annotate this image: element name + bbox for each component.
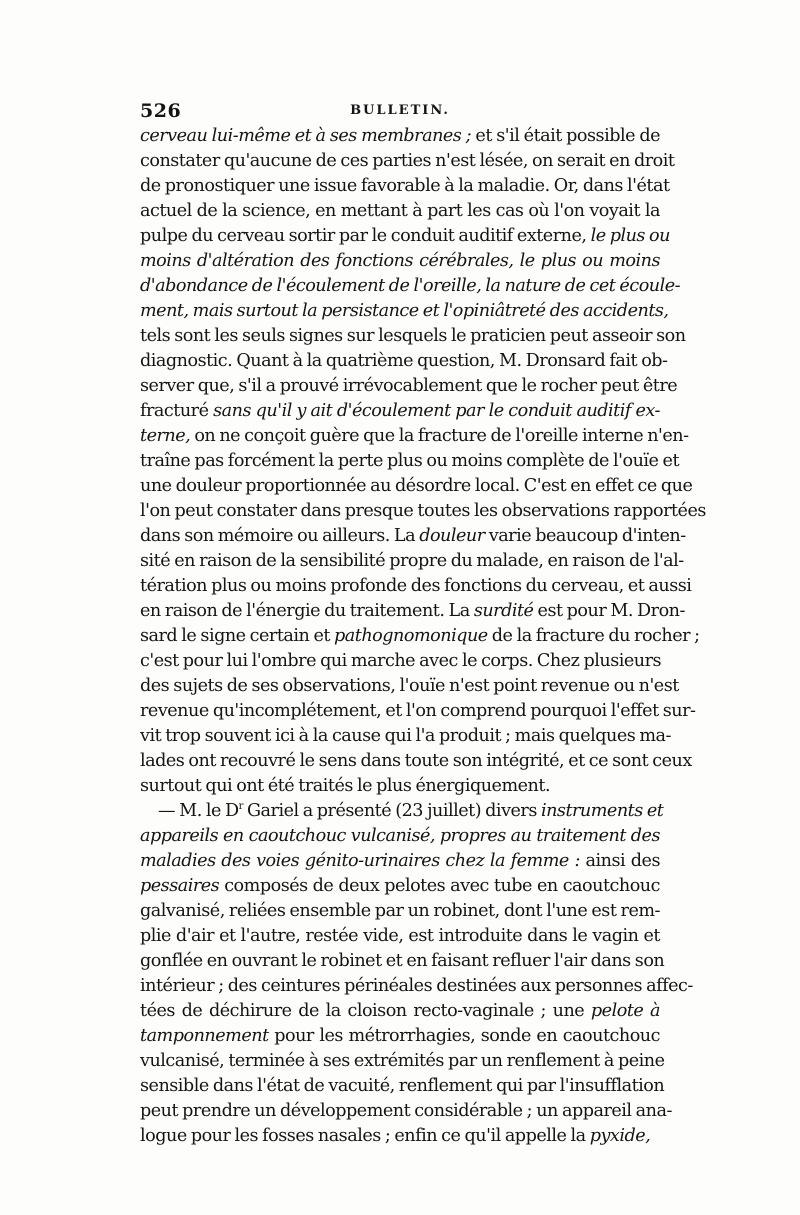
italic-text: surdité (473, 601, 534, 621)
text-line (140, 774, 660, 799)
text-span: vit trop souvent ici à la cause qui l'a produit ; mais quelques ma- (140, 726, 671, 746)
text-span: surtout qui ont été traités le plus énergiquement. (140, 776, 551, 796)
page-header (140, 100, 660, 126)
text-line (140, 649, 660, 674)
italic-text: instruments et (540, 801, 664, 821)
text-line (140, 849, 660, 874)
text-span: une douleur proportionnée au désordre local. C'est en effet ce que (140, 476, 693, 496)
text-line (140, 274, 681, 299)
italic-text: d'abondance de l'écoulement de l'oreille, la nature de cet écoule- (140, 276, 681, 296)
text-line (140, 299, 669, 324)
text-line (140, 1049, 665, 1074)
text-line (140, 724, 671, 749)
text-line (140, 1124, 660, 1149)
text-line (140, 624, 700, 649)
text-span: des sujets de ses observations, l'ouïe n'est point revenue ou n'est (140, 676, 679, 696)
text-span: traîne pas forcément la perte plus ou moins complète de l'ouïe et (140, 451, 680, 471)
text-span: ainsi des (579, 851, 660, 871)
text-line (140, 599, 685, 624)
superscript-text: r (238, 801, 243, 813)
text-line (140, 224, 670, 249)
text-line (140, 199, 660, 224)
italic-text: cerveau lui-même et à ses membranes ; (140, 126, 472, 146)
italic-text: sans qu'il y ait d'écoulement par le conduit auditif ex- (213, 401, 660, 421)
text-span: diagnostic. Quant à la quatrième question, M. Dronsard fait ob- (140, 351, 668, 371)
text-span: de la fracture du rocher ; (487, 626, 700, 646)
text-line (140, 699, 696, 724)
text-span: plie d'air et l'autre, restée vide, est introduite dans le vagin et (140, 926, 660, 946)
text-line (140, 174, 670, 199)
text-line (140, 949, 665, 974)
text-span: tées de déchirure de la cloison recto-vaginale ; une (140, 1001, 591, 1021)
text-span: logue pour les fosses nasales ; enfin ce qu'il appelle la (140, 1126, 590, 1146)
text-span: varie beaucoup d'inten- (484, 526, 686, 546)
text-line (140, 1099, 672, 1124)
text-span: actuel de la science, en mettant à part les cas où l'on voyait la (140, 201, 660, 221)
text-span: et s'il était possible de (471, 126, 660, 146)
text-line (140, 524, 686, 549)
text-span: gonflée en ouvrant le robinet et en faisant refluer l'air dans son (140, 951, 665, 971)
text-span: de pronostiquer une issue favorable à la maladie. Or, dans l'état (140, 176, 670, 196)
text-line (140, 324, 686, 349)
text-span: revenue qu'incomplétement, et l'on comprend pourquoi l'effet sur- (140, 701, 696, 721)
text-span: en raison de l'énergie du traitement. La (140, 601, 474, 621)
running-head: BULLETIN. (350, 103, 450, 118)
text-span: pulpe du cerveau sortir par le conduit auditif externe, (140, 226, 591, 246)
text-line (140, 874, 660, 899)
text-line (140, 899, 660, 924)
text-line (140, 499, 706, 524)
text-span: server que, s'il a prouvé irrévocablement que le rocher peut être (140, 376, 678, 396)
text-line (140, 674, 679, 699)
text-span: tels sont les seuls signes sur lesquels le praticien peut asseoir son (140, 326, 686, 346)
text-span: galvanisé, reliées ensemble par un robinet, dont l'une est rem- (140, 901, 660, 921)
text-line (140, 149, 675, 174)
text-line (140, 1024, 660, 1049)
text-span: on ne conçoit guère que la fracture de l'oreille interne n'en- (190, 426, 689, 446)
text-span: lades ont recouvré le sens dans toute son intégrité, et ce sont ceux (140, 751, 692, 771)
text-span: peut prendre un développement considérable ; un appareil ana- (140, 1101, 672, 1121)
text-span: — M. le D (158, 801, 239, 821)
italic-text: le plus ou (590, 226, 670, 246)
text-line (140, 1074, 665, 1099)
text-span: constater qu'aucune de ces parties n'est lésée, on serait en droit (140, 151, 675, 171)
text-line (140, 999, 660, 1024)
text-span: tération plus ou moins profonde des fonctions du cerveau, et aussi (140, 576, 692, 596)
italic-text: pathognomonique (334, 626, 488, 646)
text-span: est pour M. Dron- (533, 601, 685, 621)
text-line (140, 474, 693, 499)
text-span: fracturé (140, 401, 214, 421)
text-span: sité en raison de la sensibilité propre du malade, en raison de l'al- (140, 551, 684, 571)
text-line (140, 549, 684, 574)
italic-text: moins d'altération des fonctions cérébrales, le plus ou moins (140, 251, 660, 271)
text-line (140, 399, 660, 424)
italic-text: tamponnement (140, 1026, 269, 1046)
text-line (140, 249, 660, 274)
italic-text: pyxide, (589, 1126, 651, 1146)
text-line (140, 974, 693, 999)
text-line (140, 349, 668, 374)
text-line (140, 424, 689, 449)
text-line (140, 799, 664, 824)
text-line (140, 824, 660, 849)
text-span: vulcanisé, terminée à ses extrémités par un renflement à peine (140, 1051, 665, 1071)
italic-text: pelote à (590, 1001, 660, 1021)
text-span: intérieur ; des ceintures périnéales destinées aux personnes affec- (140, 976, 693, 996)
italic-text: douleur (419, 526, 485, 546)
italic-text: ment, mais surtout la persistance et l'opiniâtreté des accidents, (140, 301, 669, 321)
text-span: sensible dans l'état de vacuité, renflement qui par l'insufflation (140, 1076, 665, 1096)
text-span: composés de deux pelotes avec tube en caoutchouc (219, 876, 660, 896)
text-span: pour les métrorrhagies, sonde en caoutchouc (268, 1026, 660, 1046)
italic-text: maladies des voies génito-urinaires chez la femme : (140, 851, 580, 871)
italic-text: terne, (140, 426, 191, 446)
text-span: c'est pour lui l'ombre qui marche avec le corps. Chez plusieurs (140, 651, 662, 671)
text-line (140, 574, 692, 599)
text-line (140, 374, 678, 399)
italic-text: pessaires (140, 876, 220, 896)
text-span: l'on peut constater dans presque toutes les observations rapportées (140, 501, 706, 521)
text-span: sard le signe certain et (140, 626, 335, 646)
text-span: dans son mémoire ou ailleurs. La (140, 526, 420, 546)
text-line (140, 924, 660, 949)
text-line (140, 449, 680, 474)
page-number: 526 (140, 100, 182, 122)
text-span: Gariel a présenté (23 juillet) divers (242, 801, 541, 821)
italic-text: appareils en caoutchouc vulcanisé, propres au traitement des (140, 826, 660, 846)
text-line (140, 124, 660, 149)
text-line (140, 749, 692, 774)
body-text (140, 124, 706, 1149)
